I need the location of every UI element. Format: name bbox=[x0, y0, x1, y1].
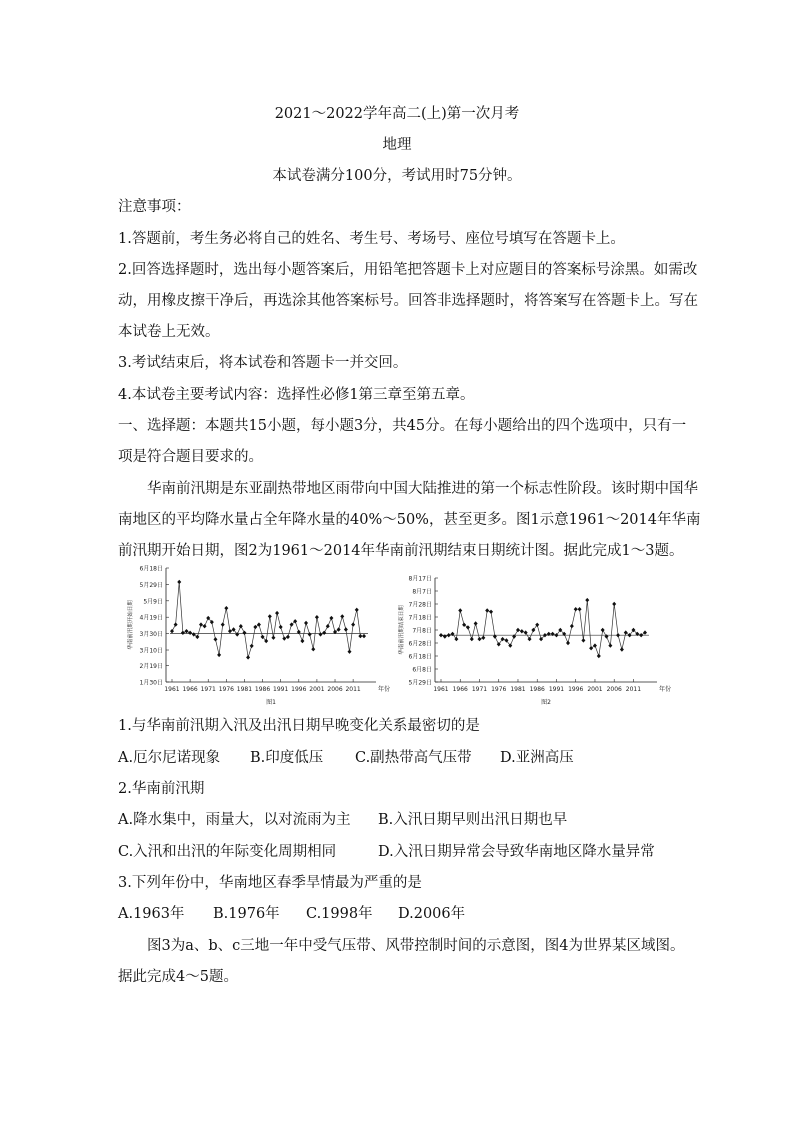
x-tick-label: 2011 bbox=[345, 686, 361, 693]
y-tick-label: 7月8日 bbox=[412, 627, 432, 635]
y-tick-label: 7月18日 bbox=[408, 614, 432, 622]
x-tick-label: 2006 bbox=[327, 686, 343, 693]
data-point bbox=[279, 625, 283, 629]
x-tick-label: 1976 bbox=[491, 686, 507, 693]
note-2-line-2: 动，用橡皮擦干净后，再选涂其他答案标号。回答非选择题时，将答案写在答题卡上。写在 bbox=[118, 293, 698, 309]
data-point bbox=[300, 639, 304, 643]
data-point bbox=[181, 631, 185, 635]
note-1: 1.答题前，考生务必将自己的姓名、考生号、考场号、座位号填写在答题卡上。 bbox=[118, 231, 625, 247]
data-point bbox=[228, 629, 232, 633]
data-point bbox=[597, 654, 601, 658]
question-2-option-b: B.入汛日期早则出汛日期也早 bbox=[378, 812, 568, 828]
data-point bbox=[322, 631, 326, 635]
data-point bbox=[221, 622, 225, 626]
question-2-stem: 2.华南前汛期 bbox=[118, 781, 205, 797]
question-1-option-d: D.亚洲高压 bbox=[500, 750, 574, 766]
question-3-option-b: B.1976年 bbox=[213, 906, 280, 922]
passage-1-line-1: 华南前汛期是东亚副热带地区雨带向中国大陆推进的第一个标志性阶段。该时期中国华 bbox=[147, 481, 698, 497]
data-point bbox=[170, 629, 174, 633]
y-tick-label: 6月18日 bbox=[139, 565, 163, 573]
data-point bbox=[177, 580, 181, 584]
data-point bbox=[282, 636, 286, 640]
x-tick-label: 2001 bbox=[309, 686, 325, 693]
data-point bbox=[355, 608, 359, 612]
data-point bbox=[250, 644, 254, 648]
data-point bbox=[466, 625, 470, 629]
figure-caption: 图1 bbox=[266, 699, 276, 706]
data-point bbox=[203, 624, 207, 628]
data-point bbox=[184, 629, 188, 633]
x-tick-label: 1996 bbox=[568, 686, 584, 693]
y-tick-label: 3月10日 bbox=[139, 647, 163, 655]
data-point bbox=[351, 622, 355, 626]
y-tick-label: 8月7日 bbox=[412, 588, 432, 596]
data-point bbox=[344, 627, 348, 631]
x-tick-label: 2011 bbox=[625, 686, 642, 693]
data-point bbox=[520, 629, 524, 633]
data-point bbox=[188, 631, 192, 635]
question-3-stem: 3.下列年份中，华南地区春季旱情最为严重的是 bbox=[118, 875, 422, 891]
data-point bbox=[439, 633, 443, 637]
data-point bbox=[308, 632, 312, 636]
data-point bbox=[199, 622, 203, 626]
y-tick-label: 5月29日 bbox=[139, 581, 163, 589]
y-axis-label: 华南前汛期开始日期 bbox=[128, 600, 134, 650]
data-point bbox=[217, 653, 221, 657]
data-point bbox=[612, 602, 616, 606]
data-point bbox=[340, 614, 344, 618]
data-point bbox=[528, 637, 532, 641]
question-1-option-a: A.厄尔尼诺现象 bbox=[118, 750, 221, 766]
data-point bbox=[462, 623, 466, 627]
x-tick-label: 1981 bbox=[236, 686, 253, 693]
question-1-option-c: C.副热带高气压带 bbox=[355, 750, 472, 766]
data-point bbox=[570, 624, 574, 628]
section-1-line-1: 一、选择题：本题共15小题，每小题3分，共45分。在每小题给出的四个选项中，只有一 bbox=[118, 418, 687, 434]
y-tick-label: 5月9日 bbox=[143, 598, 163, 606]
data-point bbox=[474, 621, 478, 625]
y-tick-label: 4月19日 bbox=[139, 614, 163, 622]
passage-2-line-1: 图3为a、b、c三地一年中受气压带、风带控制时间的示意图，图4为世界某区域图。 bbox=[147, 938, 685, 954]
passage-1-line-2: 南地区的平均降水量占全年降水量的40%～50%，甚至更多。图1示意1961～2014年华南 bbox=[118, 512, 701, 528]
question-2-option-c: C.入汛和出汛的年际变化周期相同 bbox=[118, 844, 337, 860]
y-tick-label: 1月30日 bbox=[139, 679, 163, 687]
data-point bbox=[348, 649, 352, 653]
note-2-line-3: 本试卷上无效。 bbox=[118, 324, 220, 340]
question-1-option-b: B.印度低压 bbox=[250, 750, 324, 766]
question-1-stem: 1.与华南前汛期入汛及出汛日期早晚变化关系最密切的是 bbox=[118, 718, 480, 734]
section-1-line-2: 项是符合题目要求的。 bbox=[118, 449, 263, 465]
series-line bbox=[441, 600, 645, 656]
figure-2-chart bbox=[385, 572, 675, 706]
data-point bbox=[470, 637, 474, 641]
x-tick-label: 1961 bbox=[433, 686, 449, 693]
data-point bbox=[329, 616, 333, 620]
data-point bbox=[608, 643, 612, 647]
question-3-option-d: D.2006年 bbox=[398, 906, 466, 922]
x-tick-label: 1986 bbox=[254, 686, 271, 693]
y-tick-label: 7月28日 bbox=[408, 601, 432, 609]
y-tick-label: 3月30日 bbox=[139, 631, 163, 639]
data-point bbox=[589, 646, 593, 650]
x-tick-label: 1991 bbox=[273, 686, 289, 693]
subject-title: 地理 bbox=[382, 137, 412, 153]
data-point bbox=[581, 638, 585, 642]
note-2-line-1: 2.回答选择题时，选出每小题答案后，用铅笔把答题卡上对应题目的答案标号涂黑。如需改 bbox=[118, 262, 698, 278]
data-point bbox=[315, 615, 319, 619]
y-tick-label: 5月29日 bbox=[408, 679, 432, 687]
y-tick-label: 6月28日 bbox=[408, 640, 432, 648]
data-point bbox=[337, 627, 341, 631]
data-point bbox=[585, 598, 589, 602]
y-tick-label: 6月8日 bbox=[412, 666, 432, 674]
data-point bbox=[624, 630, 628, 634]
figure-1-chart bbox=[116, 562, 398, 706]
exam-info: 本试卷满分100分，考试用时75分钟。 bbox=[272, 168, 522, 184]
data-point bbox=[195, 635, 199, 639]
x-tick-label: 年份 bbox=[378, 686, 391, 693]
y-tick-label: 2月19日 bbox=[139, 663, 163, 671]
x-tick-label: 1961 bbox=[164, 686, 180, 693]
data-point bbox=[481, 636, 485, 640]
x-tick-label: 年份 bbox=[659, 686, 672, 693]
data-point bbox=[311, 647, 315, 651]
question-2-option-d: D.入汛日期异常会导致华南地区降水量异常 bbox=[378, 844, 655, 860]
data-point bbox=[574, 607, 578, 611]
x-tick-label: 1981 bbox=[510, 686, 526, 693]
x-tick-label: 1996 bbox=[291, 686, 307, 693]
data-point bbox=[275, 611, 279, 615]
data-point bbox=[516, 628, 520, 632]
data-point bbox=[639, 633, 643, 637]
data-point bbox=[257, 622, 261, 626]
x-tick-label: 1986 bbox=[529, 686, 545, 693]
data-point bbox=[477, 637, 481, 641]
passage-1-line-3: 前汛期开始日期，图2为1961～2014年华南前汛期结束日期统计图。据此完成1～3题。 bbox=[118, 543, 684, 559]
y-axis-label: 华南前汛期结束日期 bbox=[399, 605, 405, 655]
y-tick-label: 6月18日 bbox=[408, 653, 432, 661]
data-point bbox=[174, 622, 178, 626]
x-tick-label: 1976 bbox=[218, 686, 234, 693]
data-point bbox=[362, 634, 366, 638]
x-tick-label: 1971 bbox=[200, 686, 216, 693]
figure-caption: 图2 bbox=[541, 699, 551, 706]
data-point bbox=[616, 633, 620, 637]
data-point bbox=[246, 655, 250, 659]
x-tick-label: 1971 bbox=[471, 686, 488, 693]
question-3-option-a: A.1963年 bbox=[118, 906, 185, 922]
data-point bbox=[566, 641, 570, 645]
x-tick-label: 2001 bbox=[587, 686, 603, 693]
exam-title: 2021～2022学年高二(上)第一次月考 bbox=[274, 106, 520, 122]
x-tick-label: 1966 bbox=[182, 686, 198, 693]
data-point bbox=[458, 608, 462, 612]
question-2-option-a: A.降水集中，雨量大，以对流雨为主 bbox=[118, 812, 351, 828]
data-point bbox=[304, 621, 308, 625]
x-tick-label: 1991 bbox=[548, 686, 565, 693]
data-point bbox=[239, 624, 243, 628]
data-point bbox=[268, 614, 272, 618]
data-point bbox=[578, 607, 582, 611]
data-point bbox=[242, 631, 246, 635]
passage-2-line-2: 据此完成4～5题。 bbox=[118, 969, 238, 985]
data-point bbox=[524, 630, 528, 634]
data-point bbox=[485, 608, 489, 612]
x-tick-label: 1966 bbox=[452, 686, 468, 693]
data-point bbox=[319, 632, 323, 636]
data-point bbox=[253, 625, 257, 629]
data-point bbox=[593, 643, 597, 647]
data-point bbox=[447, 633, 451, 637]
data-point bbox=[271, 636, 275, 640]
data-point bbox=[643, 630, 647, 634]
data-point bbox=[224, 606, 228, 610]
note-4: 4.本试卷主要考试内容：选择性必修1第三章至第五章。 bbox=[118, 387, 475, 403]
y-tick-label: 8月17日 bbox=[408, 575, 432, 583]
data-point bbox=[489, 610, 493, 614]
data-point bbox=[286, 635, 290, 639]
question-3-option-c: C.1998年 bbox=[306, 906, 373, 922]
note-3: 3.考试结束后，将本试卷和答题卡一并交回。 bbox=[118, 355, 408, 371]
data-point bbox=[192, 632, 196, 636]
data-point bbox=[601, 628, 605, 632]
x-tick-label: 2006 bbox=[606, 686, 622, 693]
data-point bbox=[358, 634, 362, 638]
data-point bbox=[213, 637, 217, 641]
data-point bbox=[326, 624, 330, 628]
series-line bbox=[172, 582, 364, 658]
data-point bbox=[620, 647, 624, 651]
notes-heading: 注意事项： bbox=[118, 199, 191, 215]
